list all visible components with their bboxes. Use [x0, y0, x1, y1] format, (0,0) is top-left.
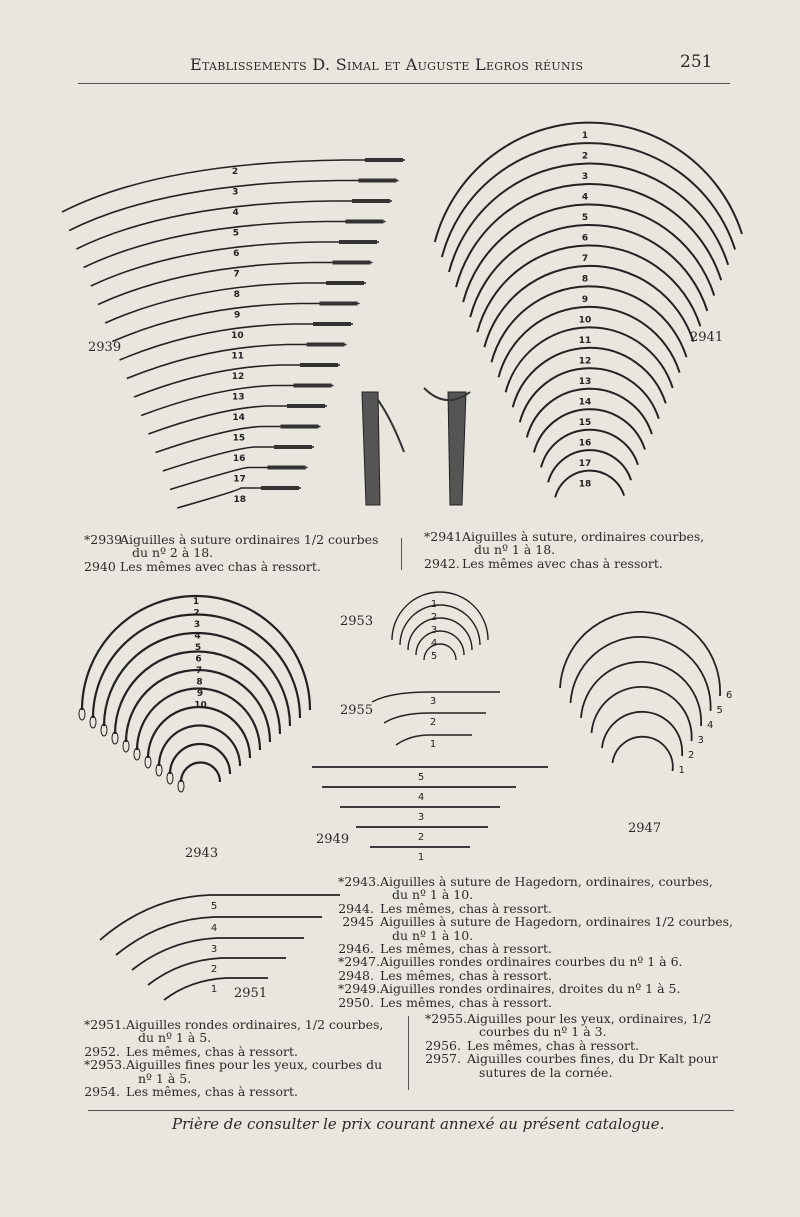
caption-line — [338, 955, 733, 968]
caption-text: Aiguilles fines pour les yeux, courbes du — [126, 1057, 383, 1073]
needle-holder-left — [362, 392, 380, 505]
caption-line — [338, 929, 733, 942]
needle-number-label: 2 — [581, 151, 589, 162]
catalog-number: 2946. — [338, 941, 374, 957]
needle-number-label: 7 — [233, 269, 240, 280]
needle-number-label: 3 — [430, 625, 438, 636]
needle-number-label: 11 — [231, 351, 244, 362]
needle-number-label: 12 — [578, 356, 592, 367]
needle-number-label: 13 — [578, 377, 592, 387]
caption-2955-2957 — [425, 1012, 718, 1079]
needle-2941 — [456, 184, 721, 287]
needle-number-label: 5 — [232, 228, 240, 239]
catalog-number: 2942. — [424, 555, 460, 571]
page-header-title: Etablissements D. Simal et Auguste Legros réunis — [190, 55, 584, 74]
caption-line — [338, 982, 733, 995]
caption-text: Les mêmes, chas à ressort. — [380, 900, 552, 916]
caption-text: Les mêmes avec chas à ressort. — [462, 555, 663, 571]
caption-text: Les mêmes avec chas à ressort. — [120, 558, 321, 574]
catalog-number: 2940 — [84, 558, 116, 574]
needle-number-label: 2 — [417, 832, 425, 843]
caption-line — [84, 560, 378, 573]
caption-text: Les mêmes, chas à ressort. — [126, 1043, 298, 1059]
caption-line — [338, 969, 733, 982]
figure-label-2949: 2949 — [316, 832, 350, 847]
figure-label-2955: 2955 — [340, 703, 374, 718]
caption-line — [424, 530, 704, 543]
needle-2947 — [613, 737, 673, 771]
caption-divider-bottom — [408, 1016, 409, 1090]
needle-2947 — [581, 662, 701, 726]
catalog-number: 2957. — [425, 1051, 461, 1067]
needle-eye — [281, 425, 319, 429]
catalog-number: 2956. — [425, 1037, 461, 1053]
needle-eye — [359, 179, 397, 183]
needle-number-label: 4 — [194, 631, 201, 642]
caption-line — [338, 875, 733, 888]
caption-text: Aiguilles rondes ordinaires, 1/2 courbes, — [126, 1017, 384, 1032]
caption-text: du nº 1 à 10. — [392, 887, 474, 903]
figure-label-2943: 2943 — [185, 846, 219, 861]
needle-number-label: 16 — [578, 438, 592, 449]
needle-number-label: 5 — [194, 643, 202, 653]
caption-line — [84, 1018, 383, 1031]
caption-line — [338, 888, 733, 901]
needle-number-label: 2 — [193, 608, 200, 619]
needle-eye — [300, 363, 338, 367]
catalog-number: 2954. — [84, 1084, 120, 1100]
caption-text: Les mêmes, chas à ressort. — [467, 1037, 639, 1053]
needle-2953 — [416, 631, 464, 655]
needle-eye — [320, 302, 358, 306]
needle-2953 — [424, 644, 456, 660]
caption-line — [84, 533, 378, 546]
needle-2947 — [571, 637, 711, 711]
caption-line — [84, 1058, 383, 1071]
needle-number-label: 2 — [430, 612, 438, 623]
needle-number-label: 6 — [581, 233, 589, 244]
needle-number-label: 5 — [430, 651, 438, 662]
needle-number-label: 4 — [210, 923, 218, 934]
needle-number-label: 2 — [429, 717, 437, 728]
catalog-number: *2949. — [338, 981, 381, 997]
needle-number-label: 3 — [232, 187, 239, 198]
caption-line — [338, 915, 733, 928]
caption-text: Aiguilles à suture, ordinaires courbes, — [462, 529, 705, 544]
needle-number-label: 15 — [232, 433, 246, 444]
needle-number-label: 3 — [581, 172, 589, 182]
caption-text: du nº 1 à 10. — [392, 927, 474, 943]
needle-number-label: 8 — [581, 274, 589, 285]
needle-number-label: 1 — [429, 739, 437, 750]
needle-number-label: 2 — [688, 750, 695, 761]
caption-line — [84, 1045, 383, 1058]
caption-line — [425, 1066, 718, 1079]
caption-text: Aiguilles pour les yeux, ordinaires, 1/2 — [467, 1011, 712, 1026]
caption-text: Aiguilles courbes fines, du Dr Kalt pour — [467, 1051, 718, 1067]
caption-line — [424, 543, 704, 556]
footer-rule — [88, 1110, 734, 1111]
caption-line — [425, 1025, 718, 1038]
needle-number-label: 3 — [429, 696, 437, 707]
needle-2947 — [560, 612, 720, 696]
needle-eye — [333, 261, 371, 265]
catalog-number: *2941 — [424, 529, 463, 544]
catalog-number: 2948. — [338, 967, 374, 983]
needle-number-label: 15 — [578, 418, 592, 428]
needle-number-label: 4 — [430, 638, 438, 649]
catalog-number: *2951. — [84, 1017, 127, 1032]
needle-eye — [365, 158, 403, 162]
needle-number-label: 1 — [581, 131, 589, 141]
needle-number-label: 17 — [233, 474, 246, 485]
needle-number-label: 10 — [231, 331, 244, 341]
needle-number-label: 3 — [417, 812, 425, 823]
needle-eye — [307, 343, 345, 347]
caption-line — [425, 1012, 718, 1025]
caption-text: Les mêmes, chas à ressort. — [380, 967, 552, 983]
needle-number-label: 4 — [417, 792, 425, 803]
caption-2943-2950 — [338, 875, 733, 1009]
needle-eye — [274, 445, 312, 449]
caption-line — [425, 1039, 718, 1052]
needle-number-label: 1 — [210, 984, 218, 995]
needle-2951 — [116, 917, 322, 955]
catalog-number: *2953. — [84, 1057, 127, 1073]
needle-eye — [287, 404, 325, 408]
needle-number-label: 2 — [231, 167, 239, 177]
figure-label-2951: 2951 — [234, 986, 268, 1001]
needle-number-label: 7 — [581, 254, 589, 264]
needle-number-label: 3 — [210, 944, 218, 955]
needle-number-label: 17 — [578, 459, 592, 469]
needle-2953 — [392, 592, 488, 640]
caption-text: sutures de la cornée. — [479, 1064, 613, 1080]
catalog-number: 2944. — [338, 900, 374, 916]
needle-number-label: 1 — [192, 597, 200, 607]
suture-thread — [378, 400, 404, 452]
needle-holder-right — [448, 392, 466, 505]
needle-number-label: 12 — [231, 372, 245, 382]
needle-number-label: 3 — [697, 735, 704, 746]
caption-text: nº 1 à 5. — [138, 1070, 192, 1086]
caption-text: du nº 2 à 18. — [132, 545, 214, 561]
needle-eye — [294, 384, 332, 388]
needle-number-label: 5 — [417, 772, 425, 783]
needle-number-label: 6 — [195, 654, 202, 665]
needle-number-label: 4 — [707, 720, 714, 731]
catalog-number: *2947. — [338, 954, 381, 970]
needle-2943 — [148, 707, 250, 758]
catalog-number: 2952. — [84, 1043, 120, 1059]
needle-number-label: 1 — [430, 599, 438, 610]
needle-number-label: 5 — [581, 213, 589, 223]
caption-divider-top — [401, 538, 402, 570]
caption-line — [338, 996, 733, 1009]
needle-number-label: 11 — [578, 336, 592, 346]
page-number: 251 — [680, 52, 713, 72]
footer-note: Prière de consulter le prix courant annexé au présent catalogue. — [172, 1115, 665, 1133]
needle-number-label: 9 — [581, 295, 589, 305]
needle-number-label: 16 — [232, 454, 246, 464]
needle-number-label: 6 — [726, 690, 733, 701]
caption-text: du nº 1 à 18. — [474, 542, 556, 558]
needle-number-label: 2 — [210, 964, 218, 975]
caption-line — [338, 902, 733, 915]
needle-number-label: 18 — [578, 479, 592, 490]
caption-text: Aiguilles à suture ordinaires 1/2 courbes — [120, 532, 379, 547]
caption-text: Les mêmes, chas à ressort. — [126, 1084, 298, 1100]
caption-text: courbes du nº 1 à 3. — [479, 1024, 607, 1040]
needle-eye — [352, 199, 390, 203]
needle-number-label: 5 — [716, 705, 723, 716]
needle-number-label: 8 — [233, 290, 240, 300]
caption-text: Aiguilles à suture de Hagedorn, ordinaires 1/2 courbes, — [380, 914, 733, 930]
needle-number-label: 6 — [233, 249, 240, 259]
needle-2951 — [132, 938, 304, 970]
needle-2943 — [170, 744, 230, 774]
caption-line — [84, 1085, 383, 1098]
figure-label-2947: 2947 — [628, 821, 662, 836]
needle-number-label: 13 — [232, 392, 245, 403]
caption-text: Les mêmes, chas à ressort. — [380, 941, 552, 957]
caption-text: Aiguilles rondes ordinaires courbes du nº 1 à 6. — [380, 954, 683, 970]
catalog-number: *2955. — [425, 1011, 468, 1026]
needle-number-label: 18 — [233, 495, 247, 505]
needle-number-label: 3 — [193, 620, 201, 630]
needle-2947 — [602, 712, 682, 756]
figure-label-2941: 2941 — [690, 330, 724, 345]
needle-number-label: 10 — [578, 315, 592, 326]
catalog-number: *2939 — [84, 532, 123, 547]
needle-eye — [313, 322, 351, 326]
caption-line — [424, 557, 704, 570]
needle-eye — [268, 466, 306, 470]
caption-line — [84, 1031, 383, 1044]
caption-text: du nº 1 à 5. — [138, 1030, 212, 1046]
needle-eye — [346, 220, 384, 224]
caption-line — [425, 1052, 718, 1065]
needle-2953 — [400, 605, 480, 645]
figure-label-2939: 2939 — [88, 340, 122, 355]
needle-eye — [339, 240, 377, 244]
needle-number-label: 1 — [417, 852, 425, 863]
needle-number-label: 14 — [578, 397, 592, 408]
needle-number-label: 10 — [194, 700, 207, 711]
caption-2939-2940 — [84, 533, 378, 573]
needle-number-label: 4 — [581, 192, 589, 203]
needle-number-label: 5 — [210, 901, 218, 912]
caption-text: Les mêmes, chas à ressort. — [380, 994, 552, 1010]
caption-line — [84, 546, 378, 559]
caption-line — [338, 942, 733, 955]
caption-text: Aiguilles rondes ordinaires, droites du nº 1 à 5. — [380, 981, 681, 997]
caption-line — [84, 1072, 383, 1085]
needle-number-label: 4 — [232, 208, 239, 218]
catalog-number: 2945 — [342, 914, 374, 930]
caption-text: Aiguilles à suture de Hagedorn, ordinaires, courbes, — [380, 874, 713, 889]
needle-number-label: 9 — [233, 310, 241, 321]
needle-number-label: 14 — [232, 413, 245, 423]
needle-number-label: 8 — [196, 677, 203, 688]
needle-number-label: 7 — [195, 666, 203, 676]
catalog-number: 2950. — [338, 994, 374, 1010]
caption-2951-2954 — [84, 1018, 383, 1098]
needle-number-label: 9 — [196, 689, 204, 699]
needle-2943 — [159, 726, 240, 767]
needle-2943 — [181, 763, 220, 782]
catalog-number: *2943. — [338, 874, 381, 889]
needle-eye — [326, 281, 364, 285]
needle-number-label: 1 — [678, 765, 685, 776]
caption-2941-2942 — [424, 530, 704, 570]
needle-eye — [261, 486, 299, 490]
figure-label-2953: 2953 — [340, 614, 374, 629]
